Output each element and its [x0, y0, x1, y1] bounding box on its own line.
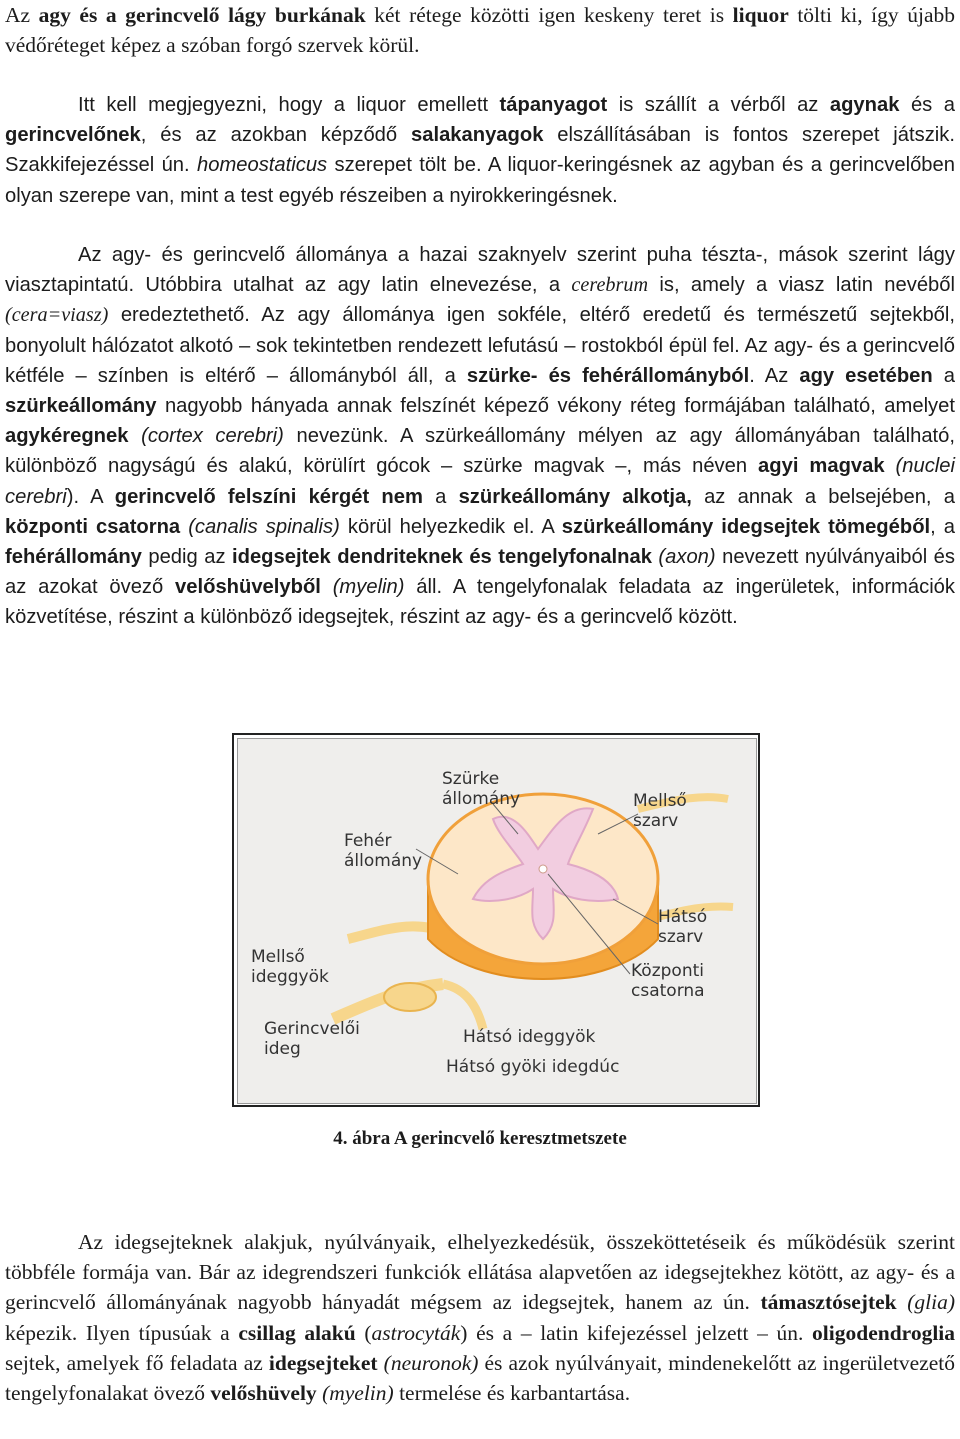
text-run [128, 425, 141, 447]
bold-term: tápanyagot [499, 94, 608, 116]
posterior-root [443, 984, 483, 1029]
text-run: Az [5, 3, 39, 27]
text-run: termelése és karbantartása. [393, 1381, 631, 1406]
bold-term: fehérállomány [5, 546, 142, 569]
label-white-matter: Fehér állomány [344, 831, 423, 871]
italic-term: (neuronok) [383, 1350, 479, 1375]
bold-term: agyi magvak [758, 455, 885, 478]
bold-term: gerincvelő felszíni kérgét nem [114, 485, 423, 508]
bold-term: idegsejteket [268, 1350, 378, 1375]
text-run: nevezünk. A szürkeállomány mélyen az agy állományában található, különböző nagyságú és alakú, körülírt gócok – szürke magvak –, más néven [5, 425, 956, 478]
bold-term: agynak [829, 94, 900, 116]
label-anterior-horn: Mellső szarv [633, 791, 687, 831]
label-central-canal: Központi csatorna [631, 961, 705, 1001]
bold-term: oligodendroglia [812, 1320, 956, 1345]
bold-term: liquor [732, 3, 789, 27]
italic-term: (canalis spinalis) [188, 515, 340, 538]
text-run [897, 1290, 908, 1314]
text-run: nevezett nyúlványaiból és az azokat övező [5, 546, 955, 599]
italic-term: (nuclei cerebri [5, 455, 955, 508]
text-run: . Az [749, 364, 800, 387]
bold-term: szürkeállomány alkotja, [458, 485, 692, 508]
italic-term: (cortex cerebri) [141, 425, 284, 448]
text-run: ) és a – latin kifejezéssel jelzett – ún. [460, 1320, 813, 1345]
text-run: ). A [66, 485, 115, 508]
label-gray-matter: Szürke állomány [442, 769, 521, 809]
italic-term: (axon) [658, 546, 716, 569]
label-anterior-root: Mellső ideggyök [251, 947, 329, 987]
bold-term: agykéregnek [5, 425, 129, 448]
bold-term: szürkeállomány idegsejtek tömegéből [561, 515, 931, 538]
italic-term: astrocyták [371, 1320, 461, 1345]
text-run: Az idegsejteknek alakjuk, nyúlványaik, elhelyezkedésük, összeköttetéseik és működésük szerint többféle formája van. Bár az idegrendszeri funkciók ellátása alapvetően az idegsejtekhez kötött, az agy- és a gerincvelő állományának nagyobb hányadát mégsem az idegsejtek, hanem az ún. [5, 1230, 955, 1315]
text-run: az annak a belsejében, a [691, 485, 955, 508]
text-run [321, 576, 333, 598]
text-run: is szállít a vérből az [607, 94, 830, 116]
text-run [885, 455, 896, 477]
italic-term: (cera=viasz) [5, 304, 109, 327]
text-run: sejtek, amelyek fő feladata az [5, 1350, 269, 1375]
text-run: és azok nyúlványait, mindenekelőtt az ingerületvezető tengelyfonalakat övező [5, 1350, 956, 1406]
dorsal-root-ganglion [384, 983, 436, 1011]
text-run: áll. A tengelyfonalak feladata az ingerületek, információk közvetítése, részint a különböző idegsejtek, részint az agy- és a gerincvelő között. [5, 576, 955, 629]
italic-term: (myelin) [332, 576, 405, 599]
text-run: elszállításában is fontos szerepet játszik. Szakkifejezéssel ún. [5, 124, 955, 177]
bold-term: agy esetében [799, 364, 933, 387]
label-posterior-root: Hátsó ideggyök [463, 1027, 596, 1047]
bold-term: agy és a gerincvelő lágy burkának [38, 3, 366, 27]
figure-frame [232, 733, 760, 1107]
text-run: szerepet tölt be. A liquor-keringésnek az agyban és a gerincvelőben olyan szerepe van, mint a test egyéb részeiben a nyirokkeringésnek. [5, 154, 955, 207]
italic-term: cerebrum [571, 274, 649, 297]
bold-term: salakanyagok [411, 124, 544, 147]
bold-term: szürke- és fehérállományból [466, 364, 750, 387]
spinal-cord-illustration [237, 738, 757, 1104]
paragraph-liquor-intro [5, 0, 955, 60]
text-run: pedig az [141, 546, 233, 569]
bold-term: velőshüvelyből [175, 576, 321, 599]
central-canal-dot [539, 865, 547, 873]
text-run: Itt kell megjegyezni, hogy a liquor emellett [78, 94, 500, 116]
italic-term: homeostaticus [196, 154, 328, 177]
bold-term: velőshüvely [210, 1381, 317, 1406]
text-run: nagyobb hányada annak felszínét képező vékony réteg formájában található, amelyet [156, 395, 955, 418]
label-spinal-nerve: Gerincvelői ideg [264, 1019, 360, 1059]
text-run: is, amely a viasz latin nevéből [648, 274, 955, 297]
text-run: képezik. Ilyen típusúak a [5, 1320, 239, 1345]
text-run: ( [355, 1320, 372, 1345]
bold-term: támasztósejtek [760, 1290, 897, 1315]
bold-term: idegsejtek dendriteknek és tengelyfonalnak [232, 546, 652, 569]
text-run: , és az azokban képződő [140, 124, 411, 147]
text-run: tölti ki, így újabb védőréteget képez a szóban forgó szervek körül. [5, 3, 955, 58]
paragraph-liquor-function [5, 90, 955, 211]
label-posterior-horn: Hátsó szarv [658, 907, 708, 947]
text-run: két rétege közötti igen keskeny teret is [365, 3, 733, 27]
italic-term: (glia) [907, 1290, 956, 1315]
figure-caption: 4. ábra A gerincvelő keresztmetszete [333, 1128, 627, 1149]
bold-term: csillag alakú [238, 1320, 356, 1345]
paragraph-brain-tissue-start [5, 240, 955, 633]
bold-term: szürkeállomány [5, 395, 157, 418]
bold-term: gerincvelőnek [5, 124, 141, 147]
text-run: , a [930, 515, 956, 538]
text-run: eredeztethető. Az agy állománya igen sokféle, eltérő eredetű és természetű sejtekből, bonyolult hálózatot alkotó – sok tekintetben rendezett lefutású – rostokból épül fel. Az agy- és a gerincvelő kétféle – színben is eltérő – állományból áll, a [5, 304, 955, 387]
text-run: a [422, 485, 459, 508]
text-run: és a [899, 94, 955, 116]
text-run [180, 516, 188, 538]
bold-term: központi csatorna [5, 515, 181, 538]
italic-term: (myelin) [322, 1381, 394, 1406]
label-dorsal-root-ganglion: Hátsó gyöki idegdúc [446, 1057, 620, 1077]
paragraph-glia [5, 1227, 955, 1408]
text-run: körül helyezkedik el. A [339, 515, 562, 538]
text-run: a [932, 364, 955, 387]
text-run: Az agy- és gerincvelő állománya a hazai szaknyelv szerint puha tészta-, mások szerint lágy viasztapintatú. Utóbbira utalhat az agy latin elnevezése, a [5, 244, 955, 297]
